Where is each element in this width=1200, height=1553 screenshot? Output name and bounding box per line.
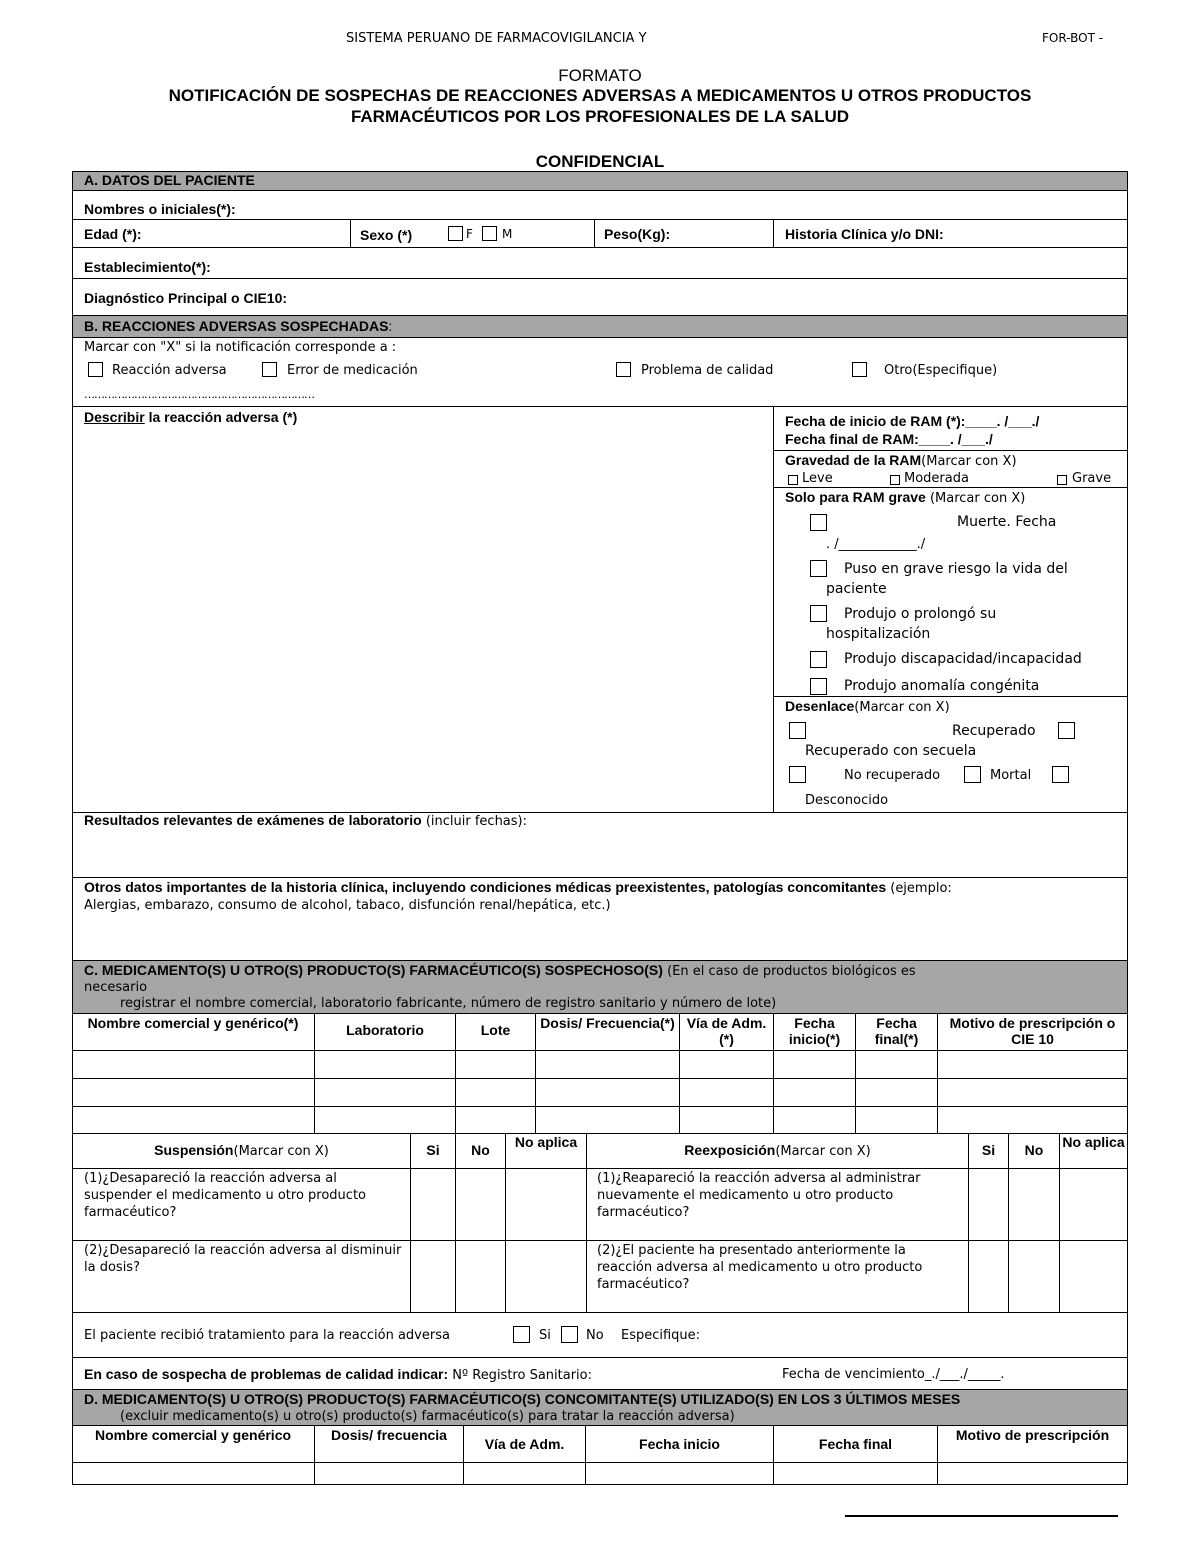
hospitalizacion-label: Produjo o prolongó su xyxy=(844,606,997,622)
mortal-label: Mortal xyxy=(990,768,1032,783)
calidad-row: En caso de sospecha de problemas de calidad indicar: Nº Registro Sanitario: xyxy=(84,1366,592,1383)
solo-grave-label: Solo para RAM grave (Marcar con X) xyxy=(785,489,1026,506)
tratamiento-si-checkbox[interactable] xyxy=(513,1326,530,1343)
edad-field[interactable]: Edad (*): xyxy=(84,226,142,242)
form-code: FOR-BOT - xyxy=(1042,31,1104,45)
grave-checkbox[interactable] xyxy=(1057,475,1067,485)
nombres-field[interactable]: Nombres o iniciales(*): xyxy=(84,201,236,217)
col-nombre-comercial: Nombre comercial y genérico(*) xyxy=(87,1015,299,1031)
tratamiento-no-checkbox[interactable] xyxy=(561,1326,578,1343)
section-c-title-3: registrar el nombre comercial, laboratorio fabricante, número de registro sanitario y número de lote) xyxy=(120,996,777,1011)
moderada-label: Moderada xyxy=(904,471,969,486)
historia-field[interactable]: Historia Clínica y/o DNI: xyxy=(785,226,944,242)
no-recuperado-checkbox[interactable] xyxy=(789,766,806,783)
otro-label: Otro(Especifique) xyxy=(884,363,998,378)
leve-checkbox[interactable] xyxy=(788,475,798,485)
suspension-no-aplica: No aplica xyxy=(514,1134,578,1150)
discapacidad-checkbox[interactable] xyxy=(810,651,827,668)
sexo-m-checkbox[interactable] xyxy=(482,226,497,241)
desconocido-label: Desconocido xyxy=(805,793,889,808)
section-a-title: A. DATOS DEL PACIENTE xyxy=(84,172,255,188)
muerte-fecha[interactable]: . /____________./ xyxy=(826,537,926,552)
vencimiento-field[interactable]: Fecha de vencimiento_./___./_____. xyxy=(782,1367,1005,1382)
especifique-field[interactable]: Especifique: xyxy=(621,1328,701,1343)
reexposicion-q1: (1)¿Reapareció la reacción adversa al administrar nuevamente el medicamento u otro producto farmacéutico? xyxy=(597,1171,921,1220)
reexposicion-no: No xyxy=(1024,1142,1044,1158)
formato-label: FORMATO xyxy=(558,66,642,85)
muerte-checkbox[interactable] xyxy=(810,514,827,531)
recuperado-checkbox[interactable] xyxy=(789,722,806,739)
sexo-label: Sexo (*) xyxy=(360,227,413,243)
resultados-label: Resultados relevantes de exámenes de laboratorio (incluir fechas): xyxy=(84,812,527,829)
describir-label: Describir la reacción adversa (*) xyxy=(84,409,298,425)
col-laboratorio: Laboratorio xyxy=(346,1022,424,1038)
reexposicion-si: Si xyxy=(981,1142,996,1158)
leve-label: Leve xyxy=(802,471,833,486)
section-d-subtitle: (excluir medicamento(s) u otro(s) producto(s) farmacéutico(s) para tratar la reacción adversa) xyxy=(120,1409,735,1424)
marcar-instructions: Marcar con "X" si la notificación corresponde a : xyxy=(84,340,397,355)
confidencial-label: CONFIDENCIAL xyxy=(535,152,665,171)
error-medicacion-label: Error de medicación xyxy=(287,363,418,378)
suspension-q1: (1)¿Desapareció la reacción adversa al suspender el medicamento u otro producto farmacéutico? xyxy=(84,1171,366,1220)
col-fecha-inicio: Fecha inicio(*) xyxy=(788,1015,841,1047)
desenlace-label: Desenlace(Marcar con X) xyxy=(785,698,950,715)
col-fecha-final: Fecha final(*) xyxy=(874,1015,919,1047)
suspension-si: Si xyxy=(426,1142,440,1158)
col-lote: Lote xyxy=(480,1022,511,1038)
sexo-f-checkbox[interactable] xyxy=(448,226,463,241)
suspension-header: Suspensión(Marcar con X) xyxy=(154,1142,329,1159)
d-col-motivo: Motivo de prescripción xyxy=(955,1427,1110,1443)
establecimiento-field[interactable]: Establecimiento(*): xyxy=(84,259,211,275)
problema-calidad-checkbox[interactable] xyxy=(616,362,631,377)
problema-calidad-label: Problema de calidad xyxy=(641,363,774,378)
riesgo-vida-checkbox[interactable] xyxy=(810,560,827,577)
moderada-checkbox[interactable] xyxy=(890,475,900,485)
diagnostico-field[interactable]: Diagnóstico Principal o CIE10: xyxy=(84,290,288,306)
section-d-title: D. MEDICAMENTO(S) U OTRO(S) PRODUCTO(S) FARMACÉUTICO(S) CONCOMITANTE(S) UTILIZADO(S) EN LOS 3 ÚLTIMOS MESES xyxy=(84,1391,961,1407)
fecha-final-ram[interactable]: Fecha final de RAM:____. /___./ xyxy=(785,431,993,447)
suspension-no: No xyxy=(471,1142,490,1158)
otros-datos-label-2: Alergias, embarazo, consumo de alcohol, tabaco, disfunción renal/hepática, etc.) xyxy=(84,898,611,913)
otro-dots[interactable]: …………………………………………………………… xyxy=(84,388,314,401)
hospitalizacion-checkbox[interactable] xyxy=(810,605,827,622)
d-col-fecha-final: Fecha final xyxy=(818,1436,893,1452)
page-subtitle: FARMACÉUTICOS POR LOS PROFESIONALES DE LA SALUD xyxy=(350,107,850,126)
error-medicacion-checkbox[interactable] xyxy=(262,362,277,377)
peso-field[interactable]: Peso(Kg): xyxy=(604,226,671,242)
mortal-checkbox[interactable] xyxy=(964,766,981,783)
reexposicion-header: Reexposición(Marcar con X) xyxy=(684,1142,871,1159)
anomalia-checkbox[interactable] xyxy=(810,678,827,695)
reexposicion-no-aplica: No aplica xyxy=(1062,1134,1125,1150)
col-dosis: Dosis/ Frecuencia(*) xyxy=(540,1015,675,1031)
recuperado-secuela-checkbox[interactable] xyxy=(1058,722,1075,739)
otros-datos-label: Otros datos importantes de la historia clínica, incluyendo condiciones médicas preexistentes, patologías concomitantes (ejemplo: xyxy=(84,879,952,896)
d-col-via: Vía de Adm. xyxy=(484,1436,565,1452)
tratamiento-no-label: No xyxy=(586,1328,604,1343)
section-b-title: B. REACCIONES ADVERSAS SOSPECHADAS: xyxy=(84,318,393,334)
gravedad-label: Gravedad de la RAM(Marcar con X) xyxy=(785,452,1017,469)
sexo-m-label: M xyxy=(502,227,513,241)
tratamiento-label: El paciente recibió tratamiento para la reacción adversa xyxy=(84,1328,450,1343)
section-c-title-2: necesario xyxy=(84,980,148,995)
recuperado-secuela-label: Recuperado con secuela xyxy=(805,743,977,759)
sexo-f-label: F xyxy=(466,227,473,241)
system-name: SISTEMA PERUANO DE FARMACOVIGILANCIA Y xyxy=(346,31,647,46)
discapacidad-label: Produjo discapacidad/incapacidad xyxy=(844,651,1082,667)
grave-label: Grave xyxy=(1072,471,1112,486)
d-col-fecha-inicio: Fecha inicio xyxy=(639,1436,720,1452)
otro-checkbox[interactable] xyxy=(852,362,867,377)
no-recuperado-label: No recuperado xyxy=(844,768,941,783)
fecha-inicio-ram[interactable]: Fecha de inicio de RAM (*):____. /___./ xyxy=(785,413,1040,429)
desconocido-checkbox[interactable] xyxy=(1052,766,1069,783)
hospitalizacion-label-2: hospitalización xyxy=(826,626,931,642)
suspension-q2: (2)¿Desapareció la reacción adversa al disminuir la dosis? xyxy=(84,1243,402,1275)
col-via: Vía de Adm. (*) xyxy=(686,1015,767,1047)
signature-line xyxy=(845,1515,1118,1517)
reexposicion-q2: (2)¿El paciente ha presentado anteriormente la reacción adversa al medicamento u otro producto farmacéutico? xyxy=(597,1243,923,1292)
riesgo-vida-label: Puso en grave riesgo la vida del xyxy=(844,561,1068,577)
recuperado-label: Recuperado xyxy=(952,723,1036,739)
d-col-dosis: Dosis/ frecuencia xyxy=(331,1427,447,1443)
anomalia-label: Produjo anomalía congénita xyxy=(844,678,1040,694)
col-motivo: Motivo de prescripción o CIE 10 xyxy=(949,1015,1116,1047)
section-c-title: C. MEDICAMENTO(S) U OTRO(S) PRODUCTO(S) FARMACÉUTICO(S) SOSPECHOSO(S) (En el caso de productos biológicos es xyxy=(84,962,916,979)
reaccion-adversa-label: Reacción adversa xyxy=(112,363,227,378)
riesgo-vida-label-2: paciente xyxy=(826,581,887,597)
reaccion-adversa-checkbox[interactable] xyxy=(88,362,103,377)
d-col-nombre: Nombre comercial y genérico xyxy=(94,1427,292,1443)
tratamiento-si-label: Si xyxy=(539,1328,551,1343)
page-title: NOTIFICACIÓN DE SOSPECHAS DE REACCIONES ADVERSAS A MEDICAMENTOS U OTROS PRODUCTOS xyxy=(168,86,1032,105)
muerte-label: Muerte. Fecha xyxy=(957,514,1057,530)
